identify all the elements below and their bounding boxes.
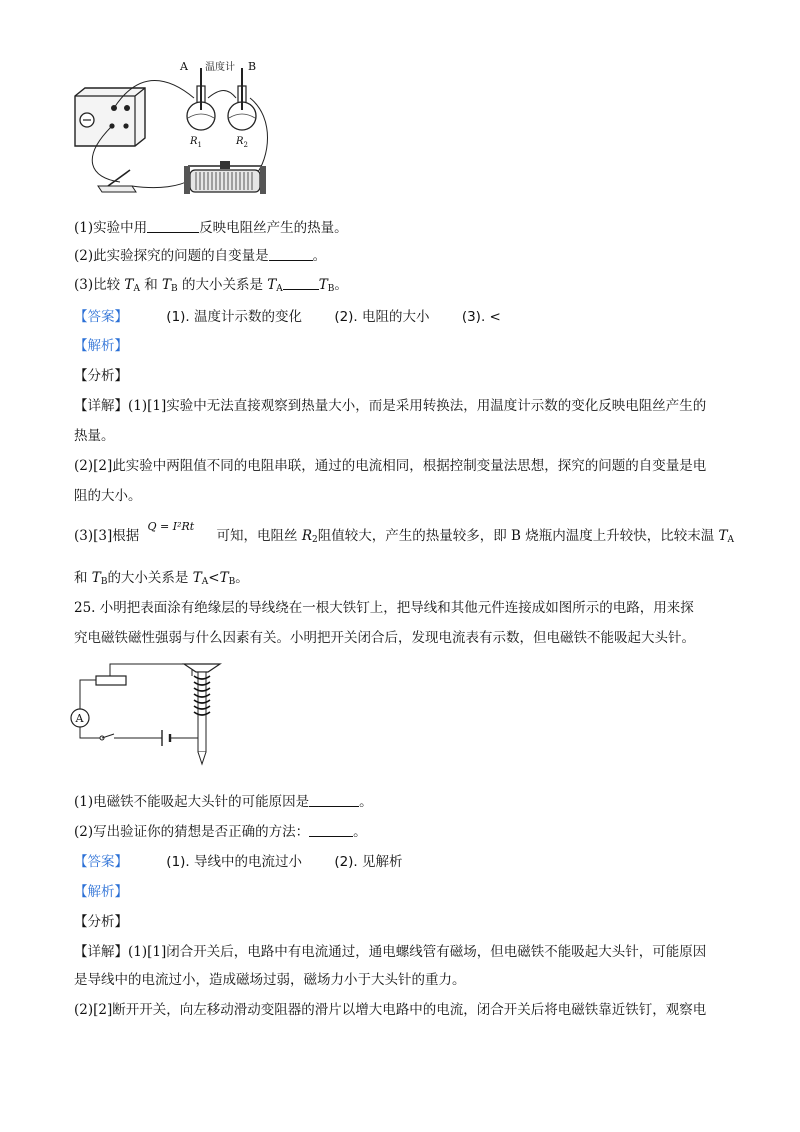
blank [309, 823, 353, 837]
q24-detail-1b: 热量。 [74, 428, 115, 444]
battery [162, 730, 170, 746]
rheostat [184, 161, 266, 194]
switch [98, 170, 136, 192]
blank [147, 219, 199, 233]
answer-3: (3). < [461, 309, 501, 325]
label-b: B [248, 60, 257, 73]
q24-fenxi-tag: 【分析】 [74, 368, 128, 384]
switch [100, 734, 114, 740]
blank [309, 793, 359, 807]
q24-detail-2: (2)[2]此实验中两阻值不同的电阻串联，通过的电流相同，根据控制变量法思想，探究的问题的自变量是电 [74, 458, 707, 474]
thermometer-label: 温度计 [205, 62, 235, 73]
svg-text:A: A [75, 712, 84, 725]
q24-sub2: (2)此实验探究的问题的自变量是 。 [74, 248, 327, 264]
formula: Q = I²Rt [147, 520, 195, 533]
q24-answer [74, 307, 529, 327]
experiment-figure-1 [70, 58, 280, 208]
answer-tag: 【答案】 [74, 854, 128, 870]
answer-2: (2). 见解析 [334, 854, 403, 870]
q25-sub1: (1)电磁铁不能吸起大头针的可能原因是 。 [74, 794, 373, 810]
q25-fenxi-tag: 【分析】 [74, 914, 128, 930]
q24-detail-2b: 阻的大小。 [74, 488, 142, 504]
q24-detail-4: 和 $T_B$的大小关系是 $T_A<T_B$。 [74, 570, 249, 587]
q24-detail-1: 【详解】(1)[1]实验中无法直接观察到热量大小，而是采用转换法，用温度计示数的变化反映电阻丝产生的 [74, 398, 707, 414]
q25-answer [74, 852, 431, 872]
label-r2: $R_2$ [236, 136, 248, 149]
label-a: A [180, 60, 188, 73]
q24-analysis-tag: 【解析】 [74, 338, 128, 354]
rheostat [96, 676, 126, 685]
q24-detail-3: (3)[3]根据 $^{Q = I^2Rt}$ 可知，电阻丝 $R_2$阻值较大，产生的热量较多，即 B 烧瓶内温度上升较快，比较末温 $T_A$ [74, 520, 735, 545]
answer-1: (1). 温度计示数的变化 [166, 309, 303, 325]
flask-r1 [187, 68, 215, 130]
q25-detail-2: (2)[2]断开开关，向左移动滑动变阻器的滑片以增大电路中的电流，闭合开关后将电磁铁靠近铁钉，观察电 [74, 1002, 707, 1018]
blank [269, 247, 313, 261]
label-r1: $R_1$ [190, 136, 202, 149]
blank [283, 276, 319, 290]
answer-tag: 【答案】 [74, 309, 128, 325]
power-supply [75, 88, 145, 146]
electromagnet-circuit-figure [70, 656, 250, 766]
q25-stem-1: 25. 小明把表面涂有绝缘层的导线绕在一根大铁钉上，把导线和其他元件连接成如图所示的电路，用来探 [74, 600, 694, 616]
q25-analysis-tag: 【解析】 [74, 884, 128, 900]
q25-detail-1b: 是导线中的电流过小，造成磁场过弱，磁场力小于大头针的重力。 [74, 972, 466, 988]
q24-sub3: (3)比较 $T_A$ 和 $T_B$ 的大小关系是 $T_A$ $T_B$。 [74, 277, 348, 294]
q25-stem-2: 究电磁铁磁性强弱与什么因素有关。小明把开关闭合后，发现电流表有示数，但电磁铁不能吸起大头针。 [74, 630, 695, 646]
ammeter [71, 709, 89, 727]
answer-1: (1). 导线中的电流过小 [166, 854, 303, 870]
q25-sub2: (2)写出验证你的猜想是否正确的方法： 。 [74, 824, 367, 840]
answer-2: (2). 电阻的大小 [334, 309, 430, 325]
iron-nail-coil [184, 664, 220, 764]
q24-sub1: (1)实验中用 反映电阻丝产生的热量。 [74, 220, 348, 236]
q25-detail-1: 【详解】(1)[1]闭合开关后，电路中有电流通过，通电螺线管有磁场，但电磁铁不能吸起大头针，可能原因 [74, 944, 707, 960]
